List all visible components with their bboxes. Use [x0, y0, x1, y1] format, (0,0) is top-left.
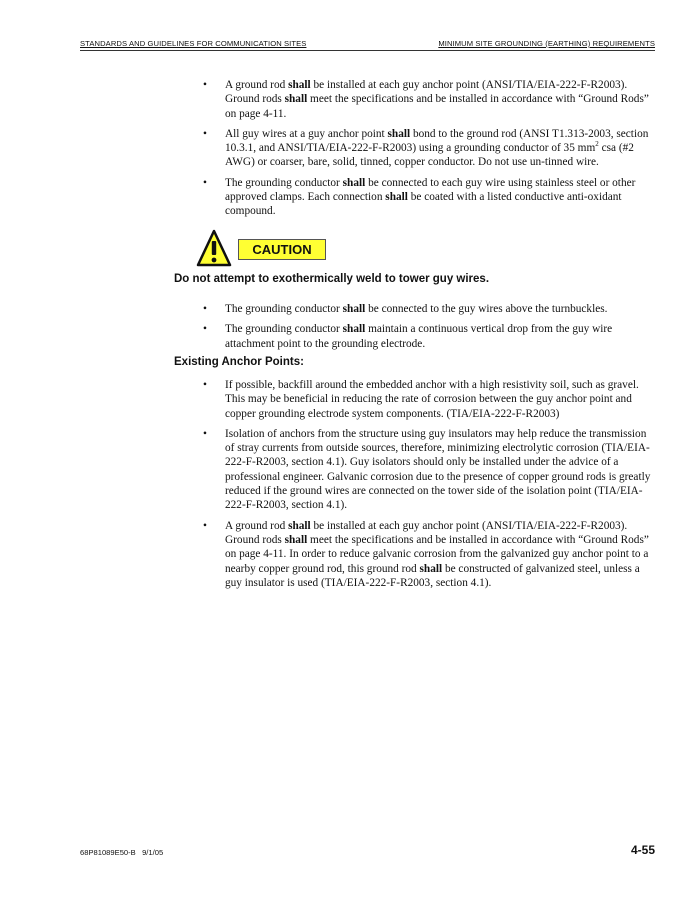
bullet-icon: •	[203, 303, 207, 315]
section-heading: Existing Anchor Points:	[174, 356, 304, 368]
bullet-icon: •	[203, 79, 207, 91]
list-item: • A ground rod shall be installed at each guy anchor point (ANSI/TIA/EIA-222-F-R2003). Ground rods shall meet the specifications and be installed in accordance with “Ground Rods” on page 4-11. In order to reduce galvanic corrosion from the galvanized guy anchor point to a nearby copper ground rod, this ground rod shall be constructed of galvanized steel, unless a guy insulator is used (TIA/EIA-222-F-R2003, section 4.1).	[203, 519, 649, 589]
footer-date: 9/1/05	[142, 848, 164, 857]
bullet-icon: •	[203, 519, 207, 532]
bullet-icon: •	[203, 427, 207, 440]
footer-doc-info	[80, 848, 163, 857]
guy-anchor-requirements-list	[200, 78, 655, 225]
caution-callout	[196, 229, 346, 267]
page-number: 4-55	[630, 843, 655, 857]
list-item: • If possible, backfill around the embedded anchor with a high resistivity soil, such as gravel. This may be beneficial in reducing the rate of corrosion between the guy anchor point and copper grounding electrode system components. (TIA/EIA-222-F-R2003)	[203, 379, 639, 420]
bullet-icon: •	[203, 379, 207, 391]
caution-statement: Do not attempt to exothermically weld to tower guy wires.	[174, 273, 490, 285]
list-item: • The grounding conductor shall maintain a continuous vertical drop from the guy wire attachment point to the grounding electrode.	[203, 323, 613, 350]
page-header	[80, 36, 655, 51]
list-item: • Isolation of anchors from the structure using guy insulators may help reduce the transmission of stray currents from outside sources, therefore, minimizing electrolytic corrosion (TIA/EIA-222-F-R2003, section 4.1). Guy isolators should only be installed under the advice of a professional engineer. Galvanic corrosion due to the presence of copper ground rods is greatly reduced if the ground wires are connected on the tower side of the isolation point (TIA/EIA-222-F-R2003, section 4.1).	[203, 427, 651, 512]
caution-label: CAUTION	[238, 239, 326, 260]
list-item: • The grounding conductor shall be connected to the guy wires above the turnbuckles.	[203, 303, 608, 315]
list-item: • The grounding conductor shall be connected to each guy wire using stainless steel or other approved clamps. Each connection shall be coated with a listed conductive anti-oxidant compound.	[203, 176, 636, 218]
list-item: • A ground rod shall be installed at each guy anchor point (ANSI/TIA/EIA-222-F-R2003). Ground rods shall meet the specifications and be installed in accordance with “Ground Rods” on page 4-11.	[203, 79, 649, 120]
bullet-icon: •	[203, 323, 207, 336]
bullet-icon: •	[203, 127, 207, 140]
header-left-title: STANDARDS AND GUIDELINES FOR COMMUNICATION SITES	[80, 39, 307, 48]
bullet-icon: •	[203, 176, 207, 189]
list-item: • All guy wires at a guy anchor point shall bond to the ground rod (ANSI T1.313-2003, section 10.3.1, and ANSI/TIA/EIA-222-F-R2003) using a grounding conductor of 35 $mm^2$ csa (#2 AWG) or coarser, bare, solid, tinned, copper conductor. Do not use un-tinned wire.	[203, 127, 649, 169]
warning-icon	[196, 229, 232, 267]
footer-doc-id: 68P81089E50-B	[80, 848, 136, 857]
existing-anchor-points-list	[200, 378, 655, 596]
header-right-title: MINIMUM SITE GROUNDING (EARTHING) REQUIREMENTS	[438, 39, 655, 48]
grounding-conductor-list	[200, 302, 655, 357]
